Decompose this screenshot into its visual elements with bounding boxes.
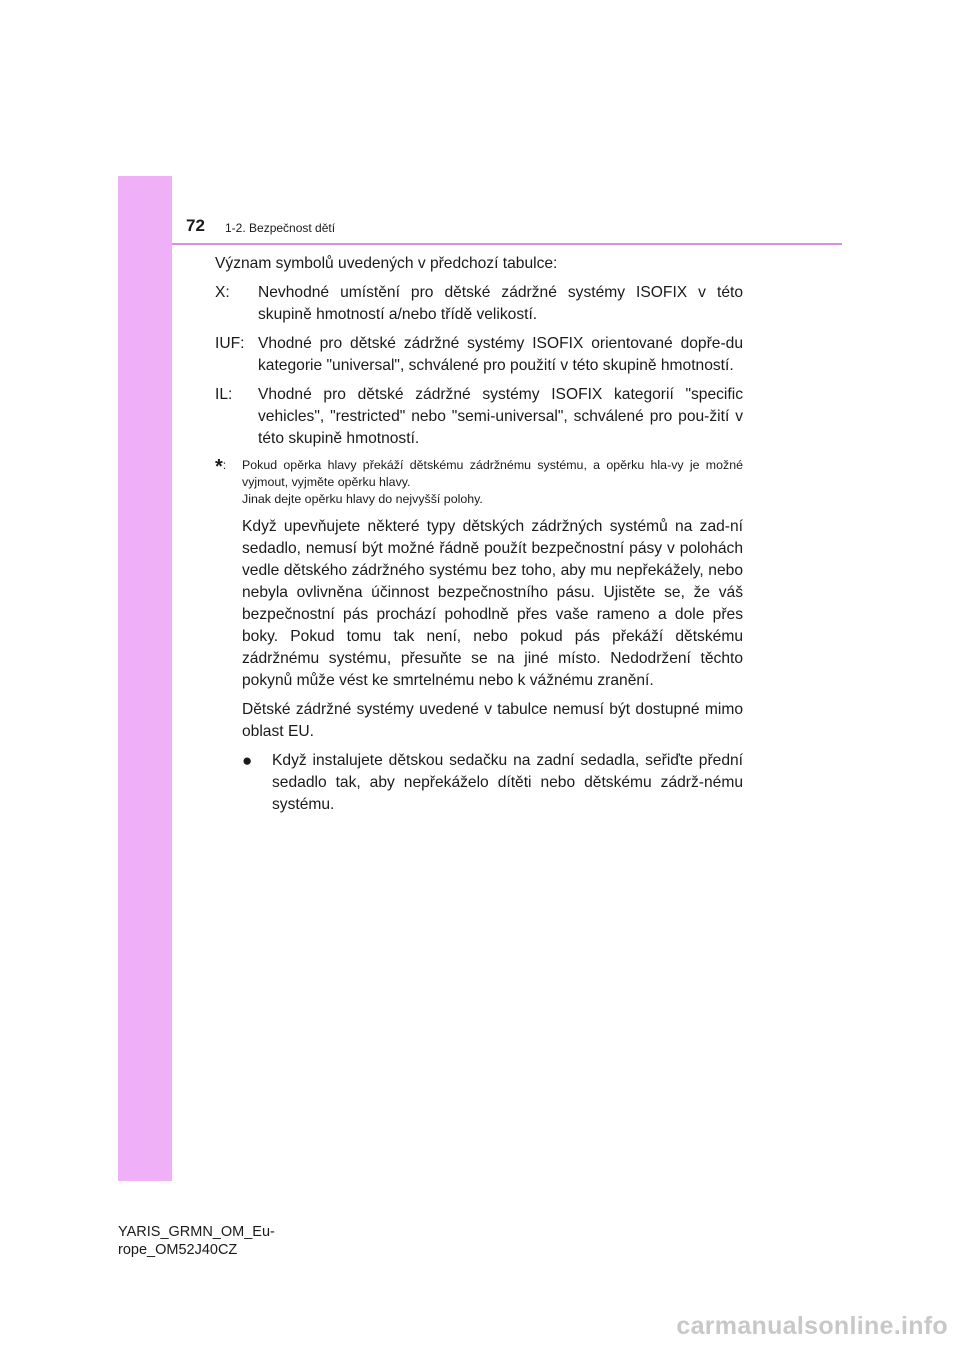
bullet-item — [242, 750, 743, 816]
footnote-line: Pokud opěrka hlavy překáží dětskému zádržnému systému, a opěrku hla-vy je možné vyjmout, vyjměte opěrku hlavy. — [242, 458, 743, 489]
definition-text: Vhodné pro dětské zádržné systémy ISOFIX kategorií "specific vehicles", "restricted" nebo "semi-universal", schválené pro pou-žití v této skupině hmotností. — [258, 386, 743, 447]
page-number: 72 — [186, 216, 205, 235]
page-content — [215, 253, 743, 816]
header-divider — [172, 243, 842, 245]
document-code — [118, 1223, 275, 1259]
bullet-icon: ● — [242, 751, 253, 770]
footnote-text — [242, 457, 743, 508]
bullet-text: Když instalujete dětskou sedačku na zadní sedadla, seřiďte přední sedadlo tak, aby nepřekáželo dítěti nebo dětskému zádrž-nému systému. — [272, 752, 743, 813]
side-tab — [118, 176, 172, 1181]
availability-paragraph: Dětské zádržné systémy uvedené v tabulce nemusí být dostupné mimo oblast EU. — [242, 701, 743, 740]
watermark: carmanualsonline.info — [676, 1312, 948, 1340]
definition-il — [215, 384, 743, 450]
asterisk-glyph: * — [215, 456, 223, 478]
document-code-line: rope_OM52J40CZ — [118, 1242, 238, 1258]
legend-intro: Význam symbolů uvedených v předchozí tabulce: — [215, 255, 558, 272]
definition-term: IL: — [215, 386, 233, 403]
seatbelt-warning-paragraph: Když upevňujete některé typy dětských zádržných systémů na zad-ní sedadlo, nemusí být možné řádně použít bezpečnostní pásy v polohách vedle dětského zádržného systému bez toho, aby mu nepřekážely, nebo nebyla ovlivněna účinnost bezpečnostního pásu. Ujistěte se, že váš bezpečnostní pás prochází pohodlně přes vaše rameno a dole přes boky. Pokud tomu tak není, nebo pokud pás překáží dětskému zádržnému systému, přesuňte se na jiné místo. Nedodržení těchto pokynů může vést ke smrtelnému nebo k vážnému zranění. — [242, 518, 743, 689]
document-code-line: YARIS_GRMN_OM_Eu- — [118, 1224, 275, 1240]
definition-term: X: — [215, 284, 230, 301]
definition-x — [215, 282, 743, 326]
footnote — [215, 457, 743, 508]
footnote-colon: : — [222, 458, 227, 472]
definition-text: Vhodné pro dětské zádržné systémy ISOFIX orientované dopře-du kategorie "universal", schválené pro použití v této skupině hmotností. — [258, 335, 743, 374]
definition-text: Nevhodné umístění pro dětské zádržné systémy ISOFIX v této skupině hmotností a/nebo třídě velikostí. — [258, 284, 743, 323]
footnote-mark — [215, 457, 242, 508]
section-title: 1-2. Bezpečnost dětí — [225, 221, 336, 235]
footnote-line: Jinak dejte opěrku hlavy do nejvyšší polohy. — [242, 492, 483, 506]
definition-term: IUF: — [215, 335, 245, 352]
definition-iuf — [215, 333, 743, 377]
